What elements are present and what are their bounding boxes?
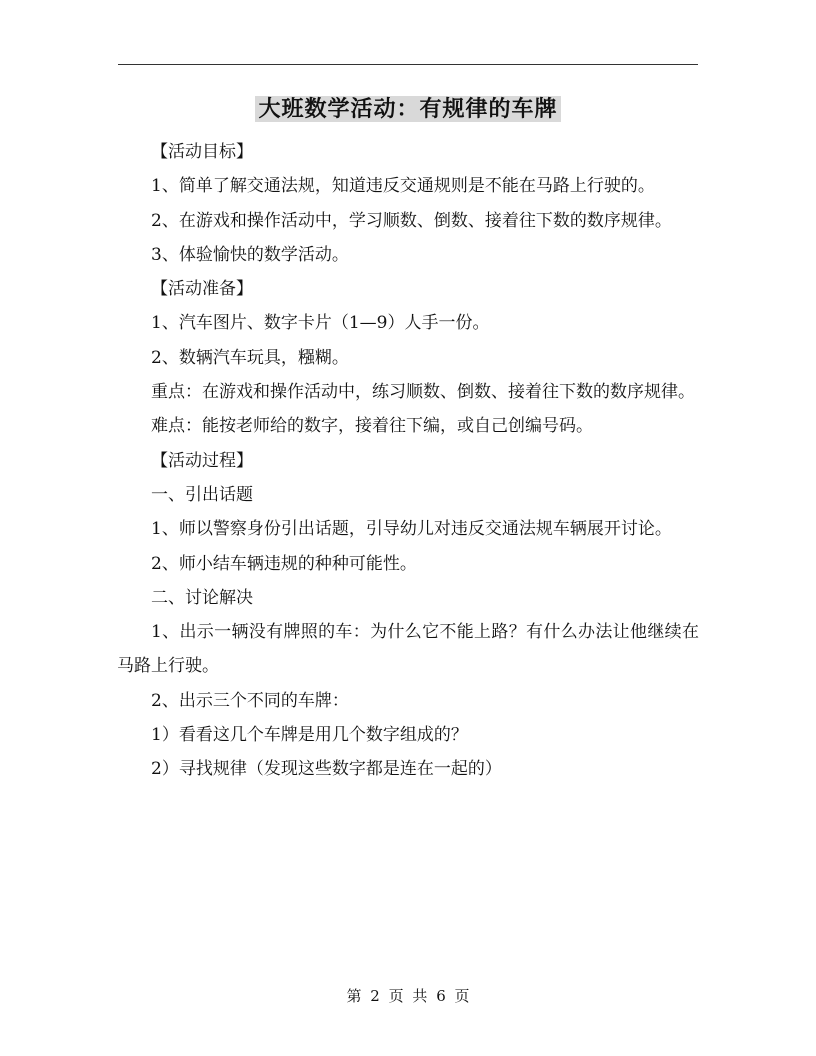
header-rule	[118, 64, 698, 65]
document-body	[117, 135, 699, 787]
footer-prefix: 第	[346, 987, 362, 1005]
document-title	[0, 94, 816, 124]
footer-total-prefix: 共	[412, 987, 428, 1005]
paragraph: 1、简单了解交通法规，知道违反交通规则是不能在马路上行驶的。	[151, 176, 655, 197]
footer-page-word: 页	[388, 987, 404, 1005]
page-footer	[0, 986, 816, 1006]
paragraph: 一、引出话题	[151, 484, 253, 505]
paragraph: 难点：能按老师给的数字，接着往下编，或自己创编号码。	[151, 416, 593, 437]
paragraph: 2、出示三个不同的车牌：	[151, 690, 349, 711]
paragraph: 2、数辆汽车玩具，糨糊。	[151, 347, 349, 368]
footer-suffix: 页	[454, 987, 470, 1005]
paragraph: 二、讨论解决	[151, 587, 253, 608]
total-page-count: 6	[436, 987, 446, 1005]
paragraph: 3、体验愉快的数学活动。	[151, 244, 349, 265]
paragraph: 重点：在游戏和操作活动中，练习顺数、倒数、接着往下数的数序规律。	[151, 382, 695, 403]
paragraph: 1、出示一辆没有牌照的车：为什么它不能上路？有什么办法让他继续在马路上行驶。	[117, 622, 699, 677]
paragraph: 【活动过程】	[151, 450, 253, 471]
current-page-number: 2	[370, 987, 380, 1005]
paragraph: 1、师以警察身份引出话题，引导幼儿对违反交通法规车辆展开讨论。	[151, 519, 672, 540]
paragraph: 【活动准备】	[151, 279, 253, 300]
paragraph: 【活动目标】	[151, 142, 253, 162]
paragraph: 2、师小结车辆违规的种种可能性。	[151, 553, 417, 574]
paragraph: 1）看看这几个车牌是用几个数字组成的？	[151, 725, 468, 746]
paragraph: 2、在游戏和操作活动中，学习顺数、倒数、接着往下数的数序规律。	[151, 210, 672, 231]
paragraph: 2）寻找规律（发现这些数字都是连在一起的）	[151, 759, 502, 780]
paragraph: 1、汽车图片、数字卡片（1—9）人手一份。	[151, 313, 490, 334]
title-text: 大班数学活动：有规律的车牌	[255, 96, 560, 122]
